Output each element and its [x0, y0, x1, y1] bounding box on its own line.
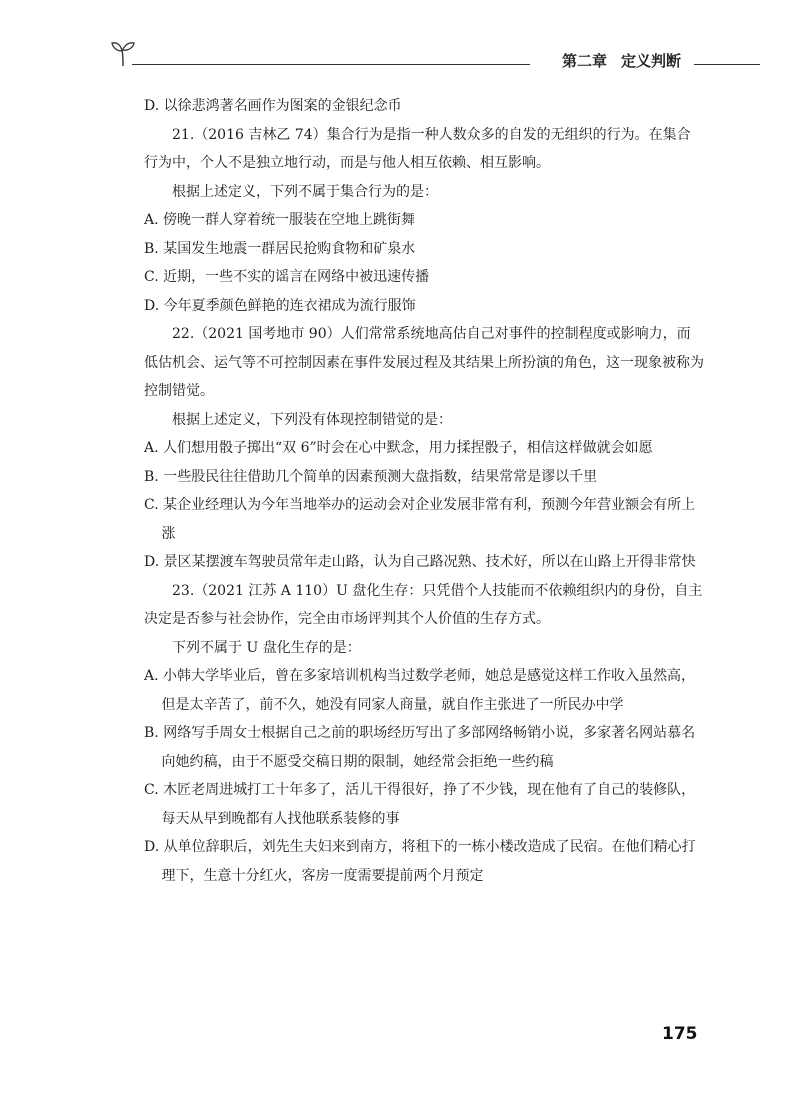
question-23-option-b: B. 网络写手周女士根据自己之前的职场经历写出了多部网络畅销小说，多家著名网站慕名向她约稿，由于不愿受交稿日期的限制，她经常会拒绝一些约稿	[144, 725, 696, 770]
question-21-stem: 21.（2016 吉林乙 74）集合行为是指一种人数众多的自发的无组织的行为。在集合行为中，个人不是独立地行动，而是与他人相互依赖、相互影响。	[144, 126, 691, 171]
question-23-prompt: 下列不属于 U 盘化生存的是：	[172, 639, 361, 656]
section-label: 定义判断	[621, 52, 682, 70]
header-title	[562, 50, 681, 71]
question-23-stem: 23.（2021 江苏 A 110）U 盘化生存：只凭借个人技能而不依赖组织内的身份，自主决定是否参与社会协作，完全由市场评判其个人价值的生存方式。	[144, 582, 703, 627]
page-content	[144, 92, 704, 890]
question-22-option-b: B. 一些股民往往借助几个简单的因素预测大盘指数，结果常常是谬以千里	[144, 468, 598, 485]
chapter-label: 第二章	[562, 52, 608, 70]
question-23-option-c: C. 木匠老周进城打工十年多了，活儿干得很好，挣了不少钱，现在他有了自己的装修队，每天从早到晚都有人找他联系装修的事	[144, 782, 696, 827]
question-22-option-d: D. 景区某摆渡车驾驶员常年走山路，认为自己路况熟、技术好，所以在山路上开得非常快	[144, 554, 696, 570]
question-23-option-d: D. 从单位辞职后，刘先生夫妇来到南方，将租下的一栋小楼改造成了民宿。在他们精心打理下，生意十分红火，客房一度需要提前两个月预定	[144, 839, 696, 884]
question-21-option-c: C. 近期，一些不实的谣言在网络中被迅速传播	[144, 269, 430, 285]
option-d-previous: D. 以徐悲鸿著名画作为图案的金银纪念币	[144, 98, 402, 114]
question-21-option-d: D. 今年夏季颜色鲜艳的连衣裙成为流行服饰	[144, 297, 416, 314]
question-21-prompt: 根据上述定义，下列不属于集合行为的是：	[172, 183, 438, 200]
question-22-prompt: 根据上述定义，下列没有体现控制错觉的是：	[172, 411, 452, 428]
header-rule-right	[694, 64, 760, 65]
question-21-option-b: B. 某国发生地震一群居民抢购食物和矿泉水	[144, 240, 416, 257]
page-number: 175	[662, 1024, 698, 1044]
question-23-option-a: A. 小韩大学毕业后，曾在多家培训机构当过数学老师，她总是感觉这样工作收入虽然高，但是太辛苦了，前不久，她没有同家人商量，就自作主张进了一所民办中学	[144, 668, 696, 713]
question-22-option-a: A. 人们想用骰子掷出“双 6”时会在心中默念，用力揉捏骰子，相信这样做就会如愿	[144, 440, 653, 456]
header-rule-left	[132, 64, 530, 65]
page-header	[0, 0, 800, 80]
question-22-option-c: C. 某企业经理认为今年当地举办的运动会对企业发展非常有利，预测今年营业额会有所上涨	[144, 497, 696, 542]
question-21-option-a: A. 傍晚一群人穿着统一服装在空地上跳街舞	[144, 212, 416, 228]
question-22-stem: 22.（2021 国考地市 90）人们常常系统地高估自己对事件的控制程度或影响力，而低估机会、运气等不可控制因素在事件发展过程及其结果上所扮演的角色，这一现象被称为控制错觉。	[144, 326, 704, 399]
